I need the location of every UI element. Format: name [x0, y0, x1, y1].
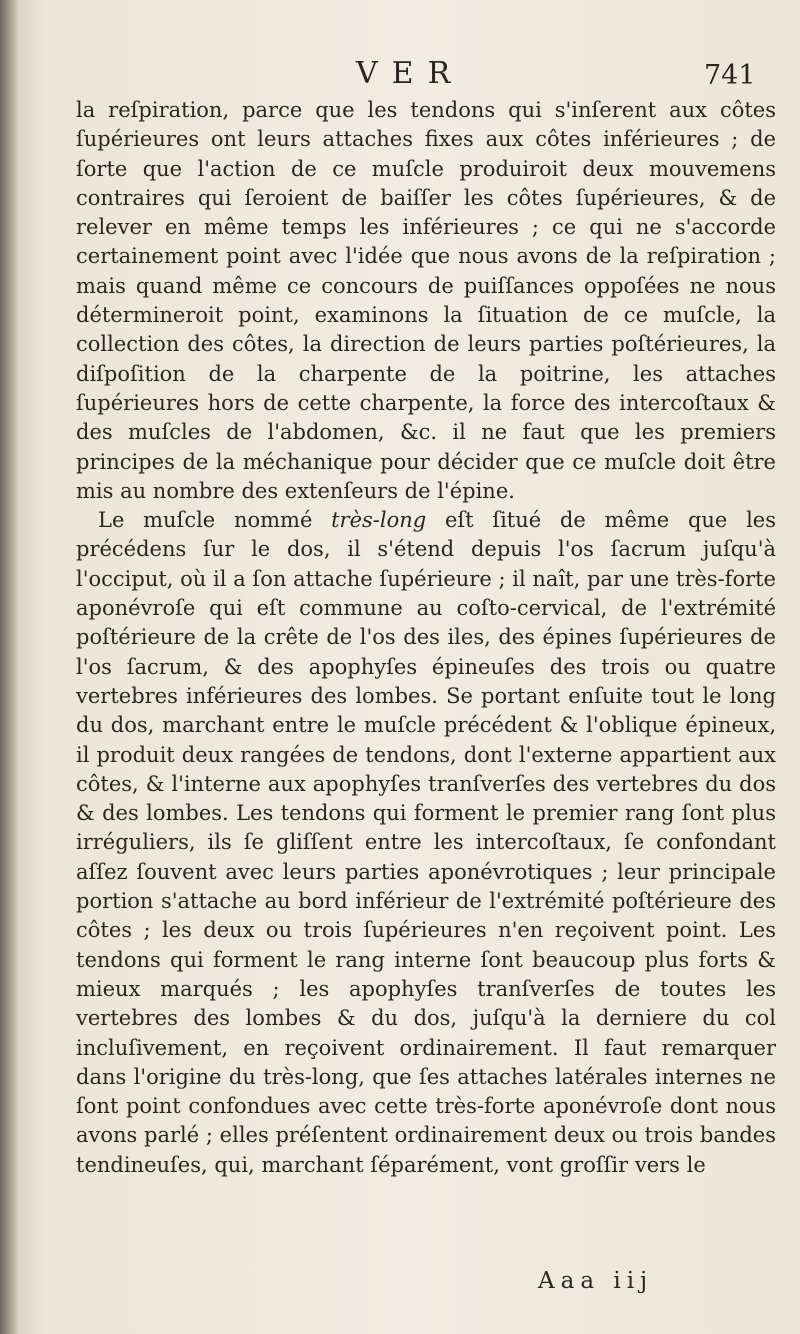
page-header: [0, 56, 800, 100]
paragraph-2-rest: eſt ſitué de même que les précédens ſur le dos, il s'étend depuis l'os ſacrum juſqu'à l'occiput, où il a ſon attache ſupérieure ; il naît, par une très-forte aponévroſe qui eſt commune au coſto-cervical, de l'extrémité poſtérieure de la crête de l'os des iles, des épines ſupérieures de l'os ſacrum, & des apophyſes épineuſes des trois ou quatre vertebres inférieures des lombes. Se portant enſuite tout le long du dos, marchant entre le muſcle précédent & l'oblique épineux, il produit deux rangées de tendons, dont l'externe appartient aux côtes, & l'interne aux apophyſes tranſverſes des vertebres du dos & des lombes. Les tendons qui forment le premier rang ſont plus irréguliers, ils ſe gliſſent entre les intercoſtaux, ſe confondant aſſez ſouvent avec leurs parties aponévrotiques ; leur principale portion s'attache au bord inférieur de l'extrémité poſtérieure des côtes ; les deux ou trois ſupérieures n'en reçoivent point. Les tendons qui forment le rang interne ſont beaucoup plus forts & mieux marqués ; les apophyſes tranſverſes de toutes les vertebres des lombes & du dos, juſqu'à la derniere du col incluſivement, en reçoivent ordinairement. Il faut remarquer dans l'origine du très-long, que ſes attaches latérales internes ne ſont point confondues avec cette très-forte aponévroſe dont nous avons parlé ; elles préſentent ordinairement deux ou trois bandes tendineuſes, qui, marchant ſéparément, vont groſſir vers le: [76, 508, 776, 1177]
running-head: VER: [356, 56, 465, 91]
paragraph-1: la reſpiration, parce que les tendons qui s'inſerent aux côtes ſupérieures ont leurs attaches fixes aux côtes inférieures ; de ſorte que l'action de ce muſcle produiroit deux mouvemens contraires qui ſeroient de baiſſer les côtes ſupérieures, & de relever en même temps les inférieures ; ce qui ne s'accorde certainement point avec l'idée que nous avons de la reſpiration ; mais quand même ce concours de puiſſances oppoſées ne nous détermineroit point, examinons la ſituation de ce muſcle, la collection des côtes, la direction de leurs parties poſtérieures, la diſpoſition de la charpente de la poitrine, les attaches ſupérieures hors de cette charpente, la force des intercoſtaux & des muſcles de l'abdomen, &c. il ne faut que les premiers principes de la méchanique pour décider que ce muſcle doit être mis au nombre des extenſeurs de l'épine.: [76, 98, 776, 503]
page-number: 741: [704, 60, 756, 91]
emphasized-term: très-long: [331, 508, 427, 533]
paragraph-2: [76, 506, 776, 1180]
paragraph-2-start: Le muſcle nommé: [98, 508, 332, 533]
body-text: [76, 96, 776, 1180]
signature-mark: Aaa iij: [538, 1268, 654, 1294]
binding-edge: [0, 0, 18, 1334]
